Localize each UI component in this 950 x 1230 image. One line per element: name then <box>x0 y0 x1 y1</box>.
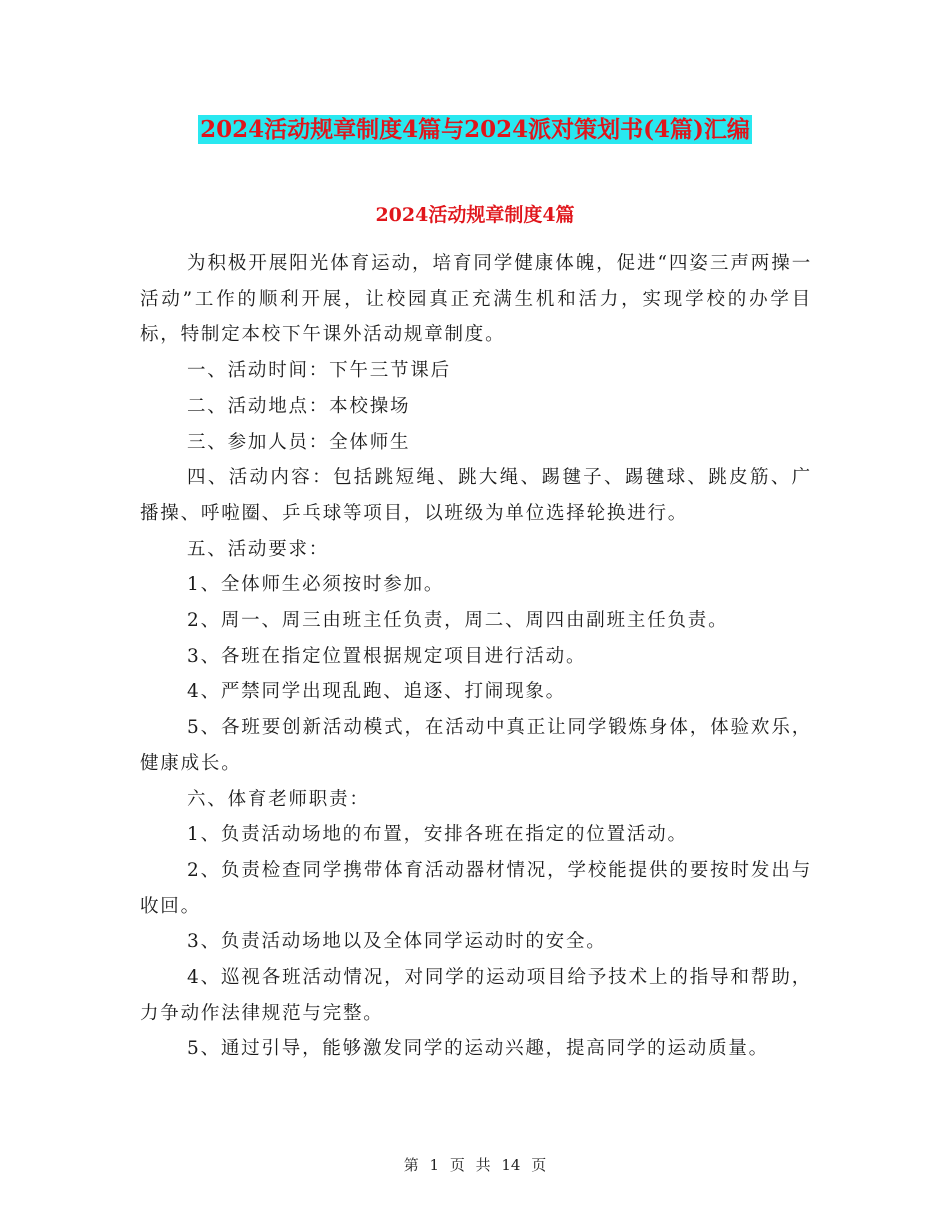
requirement-item: 1、全体师生必须按时参加。 <box>187 574 445 596</box>
duty-item: 3、负责活动场地以及全体同学运动时的安全。 <box>187 931 607 953</box>
duty-item: 5、通过引导，能够激发同学的运动兴趣，提高同学的运动质量。 <box>187 1038 769 1060</box>
document-body <box>140 246 812 1067</box>
paragraph-requirements-heading: 五、活动要求： <box>187 538 330 560</box>
paragraph-activity-content: 四、活动内容：包括跳短绳、跳大绳、踢毽子、踢毽球、跳皮筋、广播操、呼啦圈、乒乓球等项目，以班级为单位选择轮换进行。 <box>140 467 812 524</box>
paragraph-participants: 三、参加人员：全体师生 <box>187 431 411 453</box>
document-title: 2024活动规章制度4篇与2024派对策划书(4篇)汇编 <box>200 116 750 143</box>
requirement-item: 5、各班要创新活动模式，在活动中真正让同学锻炼身体，体验欢乐，健康成长。 <box>140 717 812 774</box>
duty-item: 2、负责检查同学携带体育活动器材情况，学校能提供的要按时发出与收回。 <box>140 859 812 917</box>
document-title-block <box>0 112 950 148</box>
paragraph-activity-time: 一、活动时间：下午三节课后 <box>187 360 451 382</box>
paragraph-activity-location: 二、活动地点：本校操场 <box>187 395 411 417</box>
requirement-item: 4、严禁同学出现乱跑、追逐、打闹现象。 <box>187 681 566 703</box>
duty-item: 1、负责活动场地的布置，安排各班在指定的位置活动。 <box>187 824 688 846</box>
paragraph-teacher-duties-heading: 六、体育老师职责： <box>187 788 370 810</box>
requirement-item: 3、各班在指定位置根据规定项目进行活动。 <box>187 645 587 667</box>
intro-paragraph: 为积极开展阳光体育运动，培育同学健康体魄，促进“四姿三声两操一活动”工作的顺利开展，让校园真正充满生机和活力，实现学校的办学目标，特制定本校下午课外活动规章制度。 <box>140 253 812 346</box>
section-title: 2024活动规章制度4篇 <box>375 204 575 226</box>
duty-item: 4、巡视各班活动情况，对同学的运动项目给予技术上的指导和帮助，力争动作法律规范与完整。 <box>140 967 812 1024</box>
requirement-item: 2、周一、周三由班主任负责，周二、周四由副班主任负责。 <box>187 610 729 632</box>
page-footer: 第 1 页 共 14 页 <box>403 1156 547 1174</box>
